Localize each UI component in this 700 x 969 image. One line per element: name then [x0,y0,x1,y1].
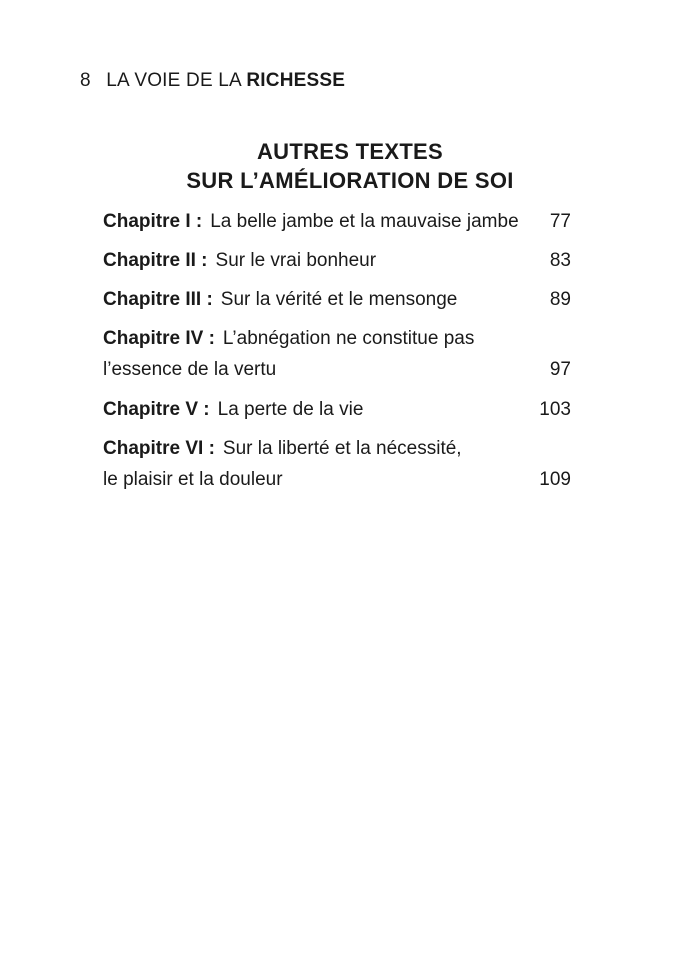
book-title-regular: LA VOIE DE LA [106,70,241,91]
toc-entry-title: La perte de la vie [217,399,364,420]
toc-entry-chapitre-2[interactable] [103,246,571,276]
page-number: 8 [80,70,91,91]
table-of-contents [103,207,571,505]
toc-entry-chapitre-5[interactable] [103,395,571,425]
toc-entry-chapitre-3[interactable] [103,285,571,315]
toc-entry-label: Chapitre III : [103,289,213,310]
toc-entry-page: 109 [539,469,571,490]
toc-entry-page: 83 [549,250,571,271]
toc-entry-title: La belle jambe et la mauvaise jambe [210,211,519,232]
toc-entry-page: 77 [549,211,571,232]
toc-entry-label: Chapitre II : [103,250,208,271]
book-title-bold: RICHESSE [246,70,346,91]
running-header [80,70,345,92]
toc-entry-title-continuation: l’essence de la vertu [103,359,277,380]
toc-entry-page: 97 [549,359,571,380]
toc-entry-title: Sur la liberté et la nécessité, [222,438,462,459]
toc-entry-label: Chapitre IV : [103,328,215,349]
section-title-line-1: AUTRES TEXTES [256,139,444,164]
toc-entry-chapitre-4[interactable] [103,324,571,386]
section-title [0,137,700,195]
toc-entry-chapitre-1[interactable] [103,207,571,237]
toc-entry-title-continuation: le plaisir et la douleur [103,469,283,490]
toc-entry-title: L’abnégation ne constitue pas [222,328,475,349]
toc-entry-chapitre-6[interactable] [103,434,571,496]
toc-entry-label: Chapitre VI : [103,438,215,459]
toc-entry-label: Chapitre I : [103,211,203,232]
toc-entry-title: Sur la vérité et le mensonge [220,289,458,310]
toc-entry-page: 89 [549,289,571,310]
toc-entry-page: 103 [539,399,571,420]
toc-entry-label: Chapitre V : [103,399,210,420]
toc-entry-title: Sur le vrai bonheur [215,250,377,271]
section-title-line-2: SUR L’AMÉLIORATION DE SOI [186,168,514,193]
